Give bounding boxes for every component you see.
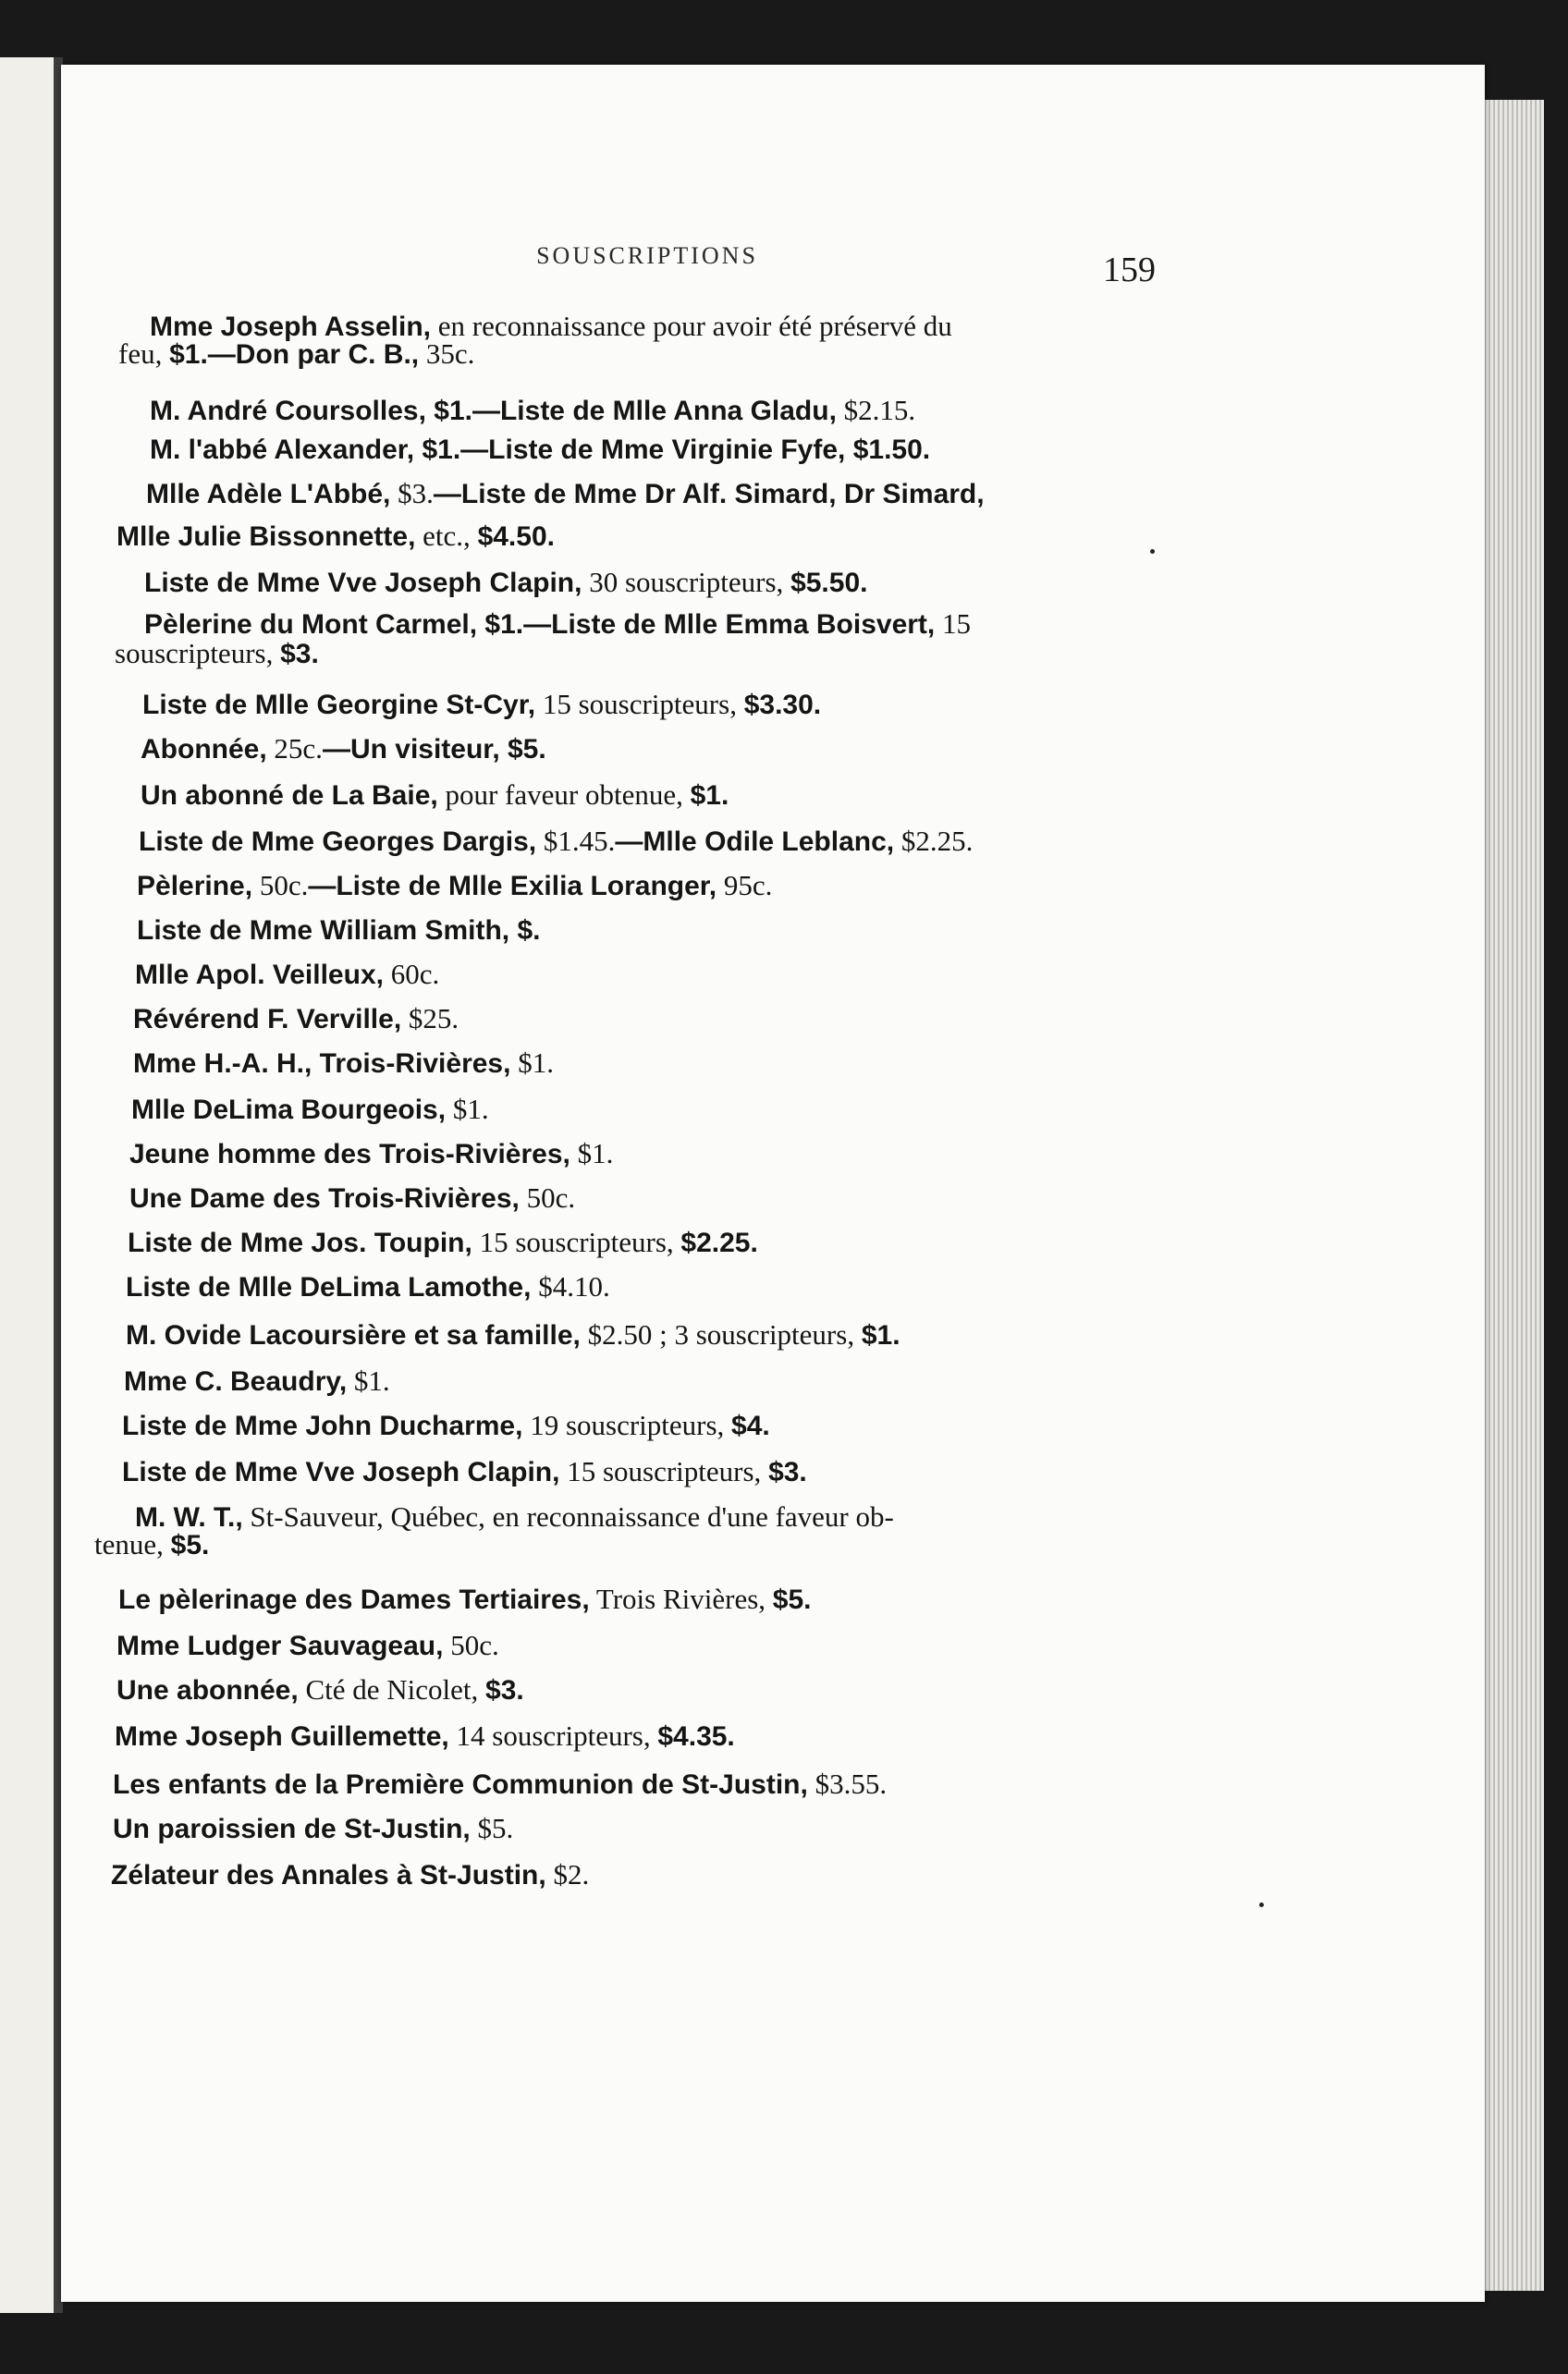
entry-4-line-2: Mlle Julie Bissonnette, etc., $4.50. <box>116 520 555 552</box>
entry-25-line-1: M. W. T., St-Sauveur, Québec, en reconnaissance d'une faveur ob- <box>135 1500 894 1533</box>
entry-17: Jeune homme des Trois-Rivières, $1. <box>129 1137 614 1169</box>
entry-27: Mme Ludger Sauvageau, 50c. <box>116 1629 499 1661</box>
entry-2: M. André Coursolles, $1.—Liste de Mlle Anna Gladu, $2.15. <box>150 394 916 426</box>
entry-9: Un abonné de La Baie, pour faveur obtenue, $1. <box>141 778 729 811</box>
entry-21: M. Ovide Lacoursière et sa famille, $2.50 ; 3 souscripteurs, $1. <box>126 1318 900 1351</box>
entry-11: Pèlerine, 50c.—Liste de Mlle Exilia Loranger, 95c. <box>137 869 773 901</box>
entry-15: Mme H.-A. H., Trois-Rivières, $1. <box>133 1046 554 1079</box>
entry-3: M. l'abbé Alexander, $1.—Liste de Mme Virginie Fyfe, $1.50. <box>150 434 931 465</box>
entry-10: Liste de Mme Georges Dargis, $1.45.—Mlle Odile Leblanc, $2.25. <box>139 825 974 857</box>
entry-22: Mme C. Beaudry, $1. <box>124 1364 390 1397</box>
entry-6-line-2: souscripteurs, $3. <box>115 637 319 669</box>
entry-7: Liste de Mlle Georgine St-Cyr, 15 souscripteurs, $3.30. <box>142 688 822 720</box>
entry-23: Liste de Mme John Ducharme, 19 souscripteurs, $4. <box>122 1409 770 1441</box>
speck <box>1259 1903 1264 1907</box>
entry-19: Liste de Mme Jos. Toupin, 15 souscripteurs, $2.25. <box>128 1226 758 1258</box>
entry-16: Mlle DeLima Bourgeois, $1. <box>131 1093 489 1125</box>
speck <box>1150 549 1155 554</box>
entry-6-line-1: Pèlerine du Mont Carmel, $1.—Liste de Mlle Emma Boisvert, 15 <box>144 607 971 640</box>
entry-14: Révérend F. Verville, $25. <box>133 1002 459 1034</box>
entry-25-line-2: tenue, $5. <box>94 1528 210 1560</box>
entry-26: Le pèlerinage des Dames Tertiaires, Trois Rivières, $5. <box>118 1583 812 1615</box>
left-page-edge <box>0 57 63 2313</box>
entry-30: Les enfants de la Première Communion de St-Justin, $3.55. <box>113 1768 888 1800</box>
entry-29: Mme Joseph Guillemette, 14 souscripteurs, $4.35. <box>115 1719 735 1752</box>
entry-32: Zélateur des Annales à St-Justin, $2. <box>111 1858 590 1891</box>
running-title: SOUSCRIPTIONS <box>536 242 758 269</box>
entry-5: Liste de Mme Vve Joseph Clapin, 30 souscripteurs, $5.50. <box>144 566 868 598</box>
entry-8: Abonnée, 25c.—Un visiteur, $5. <box>141 732 546 765</box>
entry-24: Liste de Mme Vve Joseph Clapin, 15 souscripteurs, $3. <box>122 1455 807 1487</box>
entry-18: Une Dame des Trois-Rivières, 50c. <box>129 1181 576 1214</box>
page-number: 159 <box>1103 251 1156 289</box>
entry-20: Liste de Mlle DeLima Lamothe, $4.10. <box>126 1270 610 1303</box>
entry-13: Mlle Apol. Veilleux, 60c. <box>135 958 440 990</box>
entry-4-line-1: Mlle Adèle L'Abbé, $3.—Liste de Mme Dr Alf. Simard, Dr Simard, <box>146 477 985 509</box>
entry-1-line-1: Mme Joseph Asselin, en reconnaissance pour avoir été préservé du <box>150 310 952 342</box>
entry-12: Liste de Mme William Smith, $. <box>137 915 541 946</box>
entry-31: Un paroissien de St-Justin, $5. <box>113 1812 514 1844</box>
entry-28: Une abonnée, Cté de Nicolet, $3. <box>116 1673 524 1706</box>
entry-1-line-2: feu, $1.—Don par C. B., 35c. <box>118 337 475 370</box>
